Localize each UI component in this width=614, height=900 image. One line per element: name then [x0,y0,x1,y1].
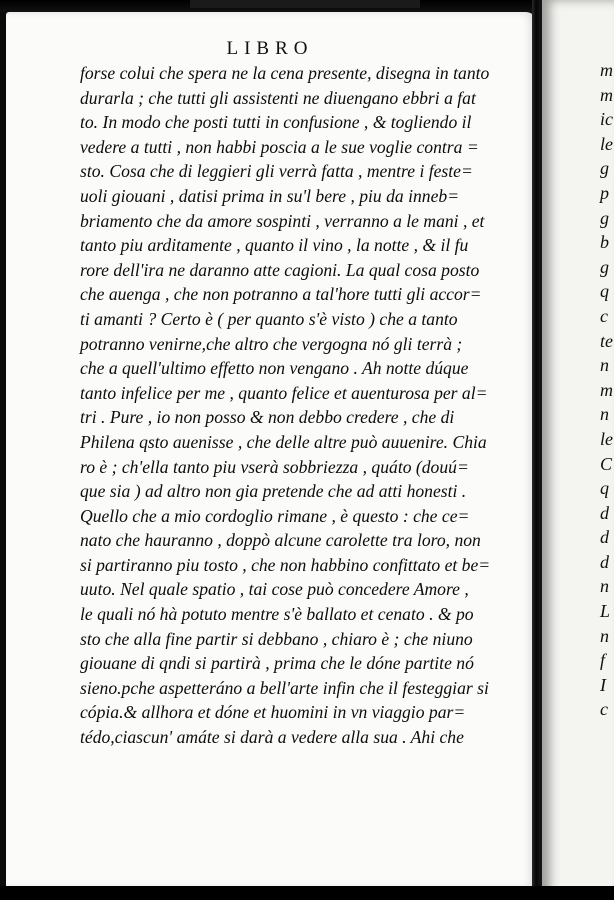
fragment: m [600,84,613,105]
text-line: le quali nó hà potuto mentre s'è ballato et cenato . & po [80,604,474,625]
text-line: sieno.pche aspetteráno a bell'arte infin che il festeggiar si [80,677,489,698]
text-line: si partiranno piu tosto , che non habbino confittato et be= [80,554,491,575]
running-head: LIBRO [226,38,314,59]
text-line: tédo,ciascun' amáte si darà a vedere alla sua . Ahi che [80,727,464,748]
fragment: q [600,478,609,499]
fragment: ic [600,109,613,130]
text-line: uoli giouani , datisi prima in su'l bere , piu da inneb= [80,185,460,206]
top-edge-shadow [0,0,614,12]
fragment: n [600,404,609,425]
fragment: d [600,502,609,523]
fragment: g [600,207,609,228]
text-line: sto. Cosa che di leggieri gli verrà fatta , mentre i feste= [80,161,473,182]
fragment: b [600,232,609,253]
fragment: n [600,576,609,597]
fragment: le [600,133,613,154]
fragment: n [600,355,609,376]
text-line: giouane di qndi si partirà , prima che le dóne partite nó [80,653,474,674]
fragment: p [600,182,609,203]
text-line: uuto. Nel quale spatio , tai cose può concedere Amore , [80,579,469,600]
text-line: to. In modo che posti tutti in confusione , & togliendo il [80,112,472,133]
fragment: I [600,674,606,695]
text-line: ti amanti ? Certo è ( per quanto s'è visto ) che a tanto [80,308,458,329]
fragment: m [600,60,613,80]
fragment: g [600,158,609,179]
fragment: q [600,281,609,302]
text-line: rore dell'ira ne daranno atte cagioni. La qual cosa posto [80,259,480,280]
text-line: vedere a tutti , non habbi poscia a le sue voglie contra = [80,136,479,157]
text-line: che auenga , che non potranno a tal'hore tutti gli accor= [80,284,482,305]
fragment: C [600,453,613,474]
text-line: che a quell'ultimo effetto non vengano . Ah notte dúque [80,358,469,379]
text-line: durarla ; che tutti gli assistenti ne diuengano ebbri a fat [80,87,476,108]
fragment: d [600,551,609,572]
text-line: tri . Pure , io non posso & non debbo credere , che di [80,407,455,428]
fragment: le [600,428,613,449]
fragment: c [600,305,608,326]
fragment: L [600,601,611,622]
body-text [80,61,510,750]
facing-page-fragments [600,58,614,722]
text-line: Philena qsto auenisse , che delle altre può auuenire. Chia [80,431,487,452]
book-gutter [532,0,542,900]
fragment: n [600,625,609,646]
fragment: g [600,256,609,277]
text-line: briamento che da amore sospinti , verranno a le mani , et [80,210,485,231]
text-line: Quello che a mio cordoglio rimane , è questo : che ce= [80,505,470,526]
text-line: sto che alla fine partir si debbano , chiaro è ; che niuno [80,628,473,649]
fragment: c [600,699,608,720]
fragment: f [600,650,606,671]
fragment: te [600,330,613,351]
fragment: d [600,527,609,548]
text-line: tanto piu arditamente , quanto il vino , la notte , & il fu [80,235,469,256]
text-line: que sia ) ad altro non gia pretende che ad atti honesti . [80,481,467,502]
text-line: forse colui che spera ne la cena presente, disegna in tanto [80,63,490,83]
bottom-edge-shadow [0,886,614,900]
fragment: m [600,379,613,400]
text-line: nato che hauranno , doppò alcune carolette tra loro, non [80,530,481,551]
text-line: potranno venirne,che altro che vergogna nó gli terrà ; [80,333,463,354]
text-line: ro è ; ch'ella tanto piu vserà sobbriezza , quáto (douú= [80,456,469,477]
text-line: cópia.& allhora et dóne et huomini in vn viaggio par= [80,702,466,723]
text-line: tanto infelice per me , quanto felice et auenturosa per al= [80,382,488,403]
